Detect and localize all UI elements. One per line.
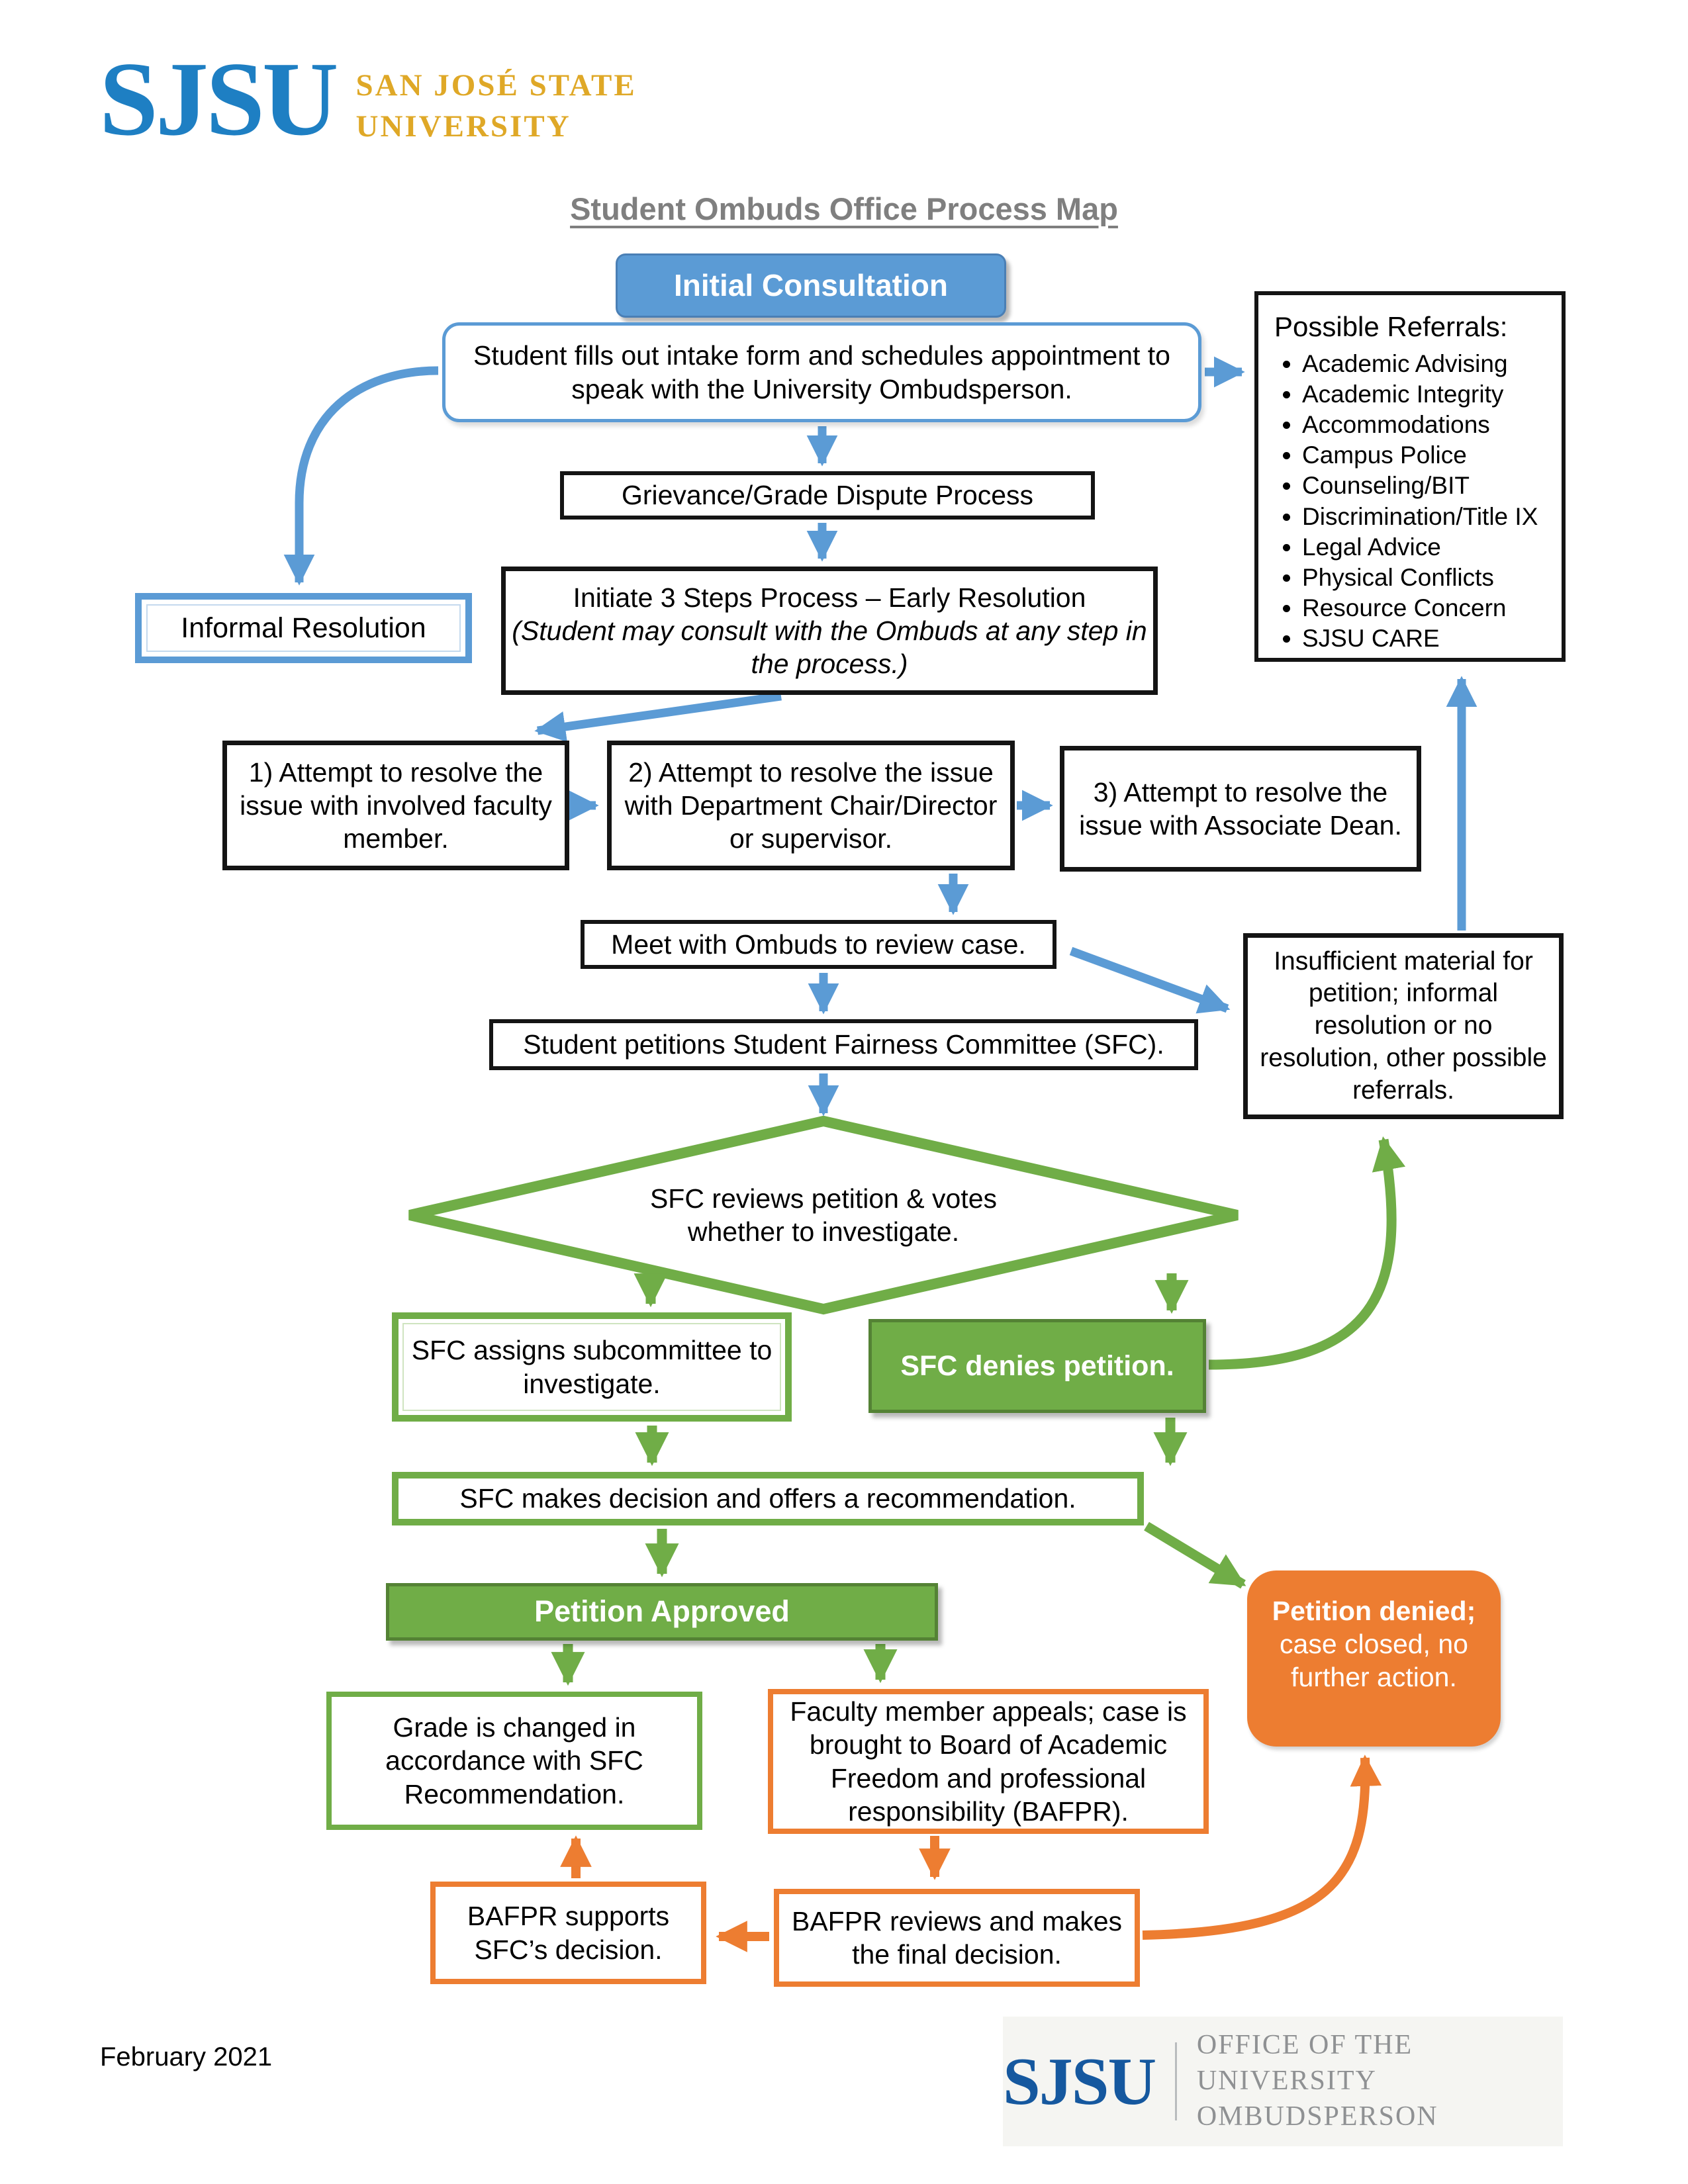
office-name — [1197, 2028, 1563, 2134]
referral-item: • Academic Integrity — [1302, 379, 1538, 410]
node-attempt-2-chair: 2) Attempt to resolve the issue with Department Chair/Director or supervisor. — [607, 741, 1015, 870]
sjsu-header-logo — [99, 40, 637, 158]
node-bafpr-reviews: BAFPR reviews and makes the final decision. — [774, 1889, 1140, 1987]
node-petition-approved: Petition Approved — [386, 1583, 938, 1641]
office-name-line2: OMBUDSPERSON — [1196, 2101, 1438, 2132]
node-informal-resolution: Informal Resolution — [135, 593, 472, 663]
initiate-main-text: Initiate 3 Steps Process – Early Resolution — [573, 582, 1086, 613]
document-date: February 2021 — [100, 2042, 273, 2071]
node-initiate-3-steps — [501, 567, 1158, 695]
referral-item: • Counseling/BIT — [1302, 471, 1538, 501]
node-attempt-3-dean: 3) Attempt to resolve the issue with Associate Dean. — [1060, 746, 1421, 872]
node-grievance-process: Grievance/Grade Dispute Process — [560, 471, 1095, 520]
sjsu-wordmark: SJSU — [99, 40, 336, 158]
petition-denied-rest: case closed, no further action. — [1280, 1629, 1468, 1693]
node-sfc-makes-decision: SFC makes decision and offers a recommendation. — [392, 1472, 1144, 1525]
referral-item: • Discrimination/Title IX — [1302, 502, 1538, 532]
page-title: Student Ombuds Office Process Map — [570, 191, 1118, 226]
ombudsperson-office-logo — [1003, 2017, 1563, 2146]
university-name-line1: SAN JOSÉ STATE — [355, 68, 637, 103]
node-petition-denied — [1247, 1570, 1501, 1747]
university-name-line2: UNIVERSITY — [355, 109, 571, 144]
node-insufficient-material: Insufficient material for petition; informal resolution or no resolution, other possible referrals. — [1243, 933, 1564, 1119]
node-bafpr-supports: BAFPR supports SFC’s decision. — [430, 1882, 706, 1984]
referrals-list — [1274, 349, 1538, 654]
logo-divider — [1175, 2042, 1177, 2120]
referral-item: • Accommodations — [1302, 410, 1538, 440]
office-name-line1: OFFICE OF THE UNIVERSITY — [1196, 2030, 1413, 2097]
node-possible-referrals — [1254, 291, 1566, 662]
node-sfc-reviews-votes: SFC reviews petition & votes whether to investigate. — [649, 1183, 998, 1247]
node-grade-changed: Grade is changed in accordance with SFC Recommendation. — [326, 1692, 702, 1830]
node-intake: Student fills out intake form and schedules appointment to speak with the University Ombudsperson. — [442, 322, 1201, 422]
node-faculty-appeals-bafpr: Faculty member appeals; case is brought to Board of Academic Freedom and professional responsibility (BAFPR). — [768, 1689, 1209, 1834]
sjsu-footer-wordmark: SJSU — [1003, 2044, 1156, 2119]
node-sfc-denies-petition: SFC denies petition. — [868, 1319, 1206, 1413]
node-attempt-1-faculty: 1) Attempt to resolve the issue with involved faculty member. — [222, 741, 569, 870]
referral-item: • SJSU CARE — [1302, 623, 1538, 654]
node-sfc-assigns-subcommittee: SFC assigns subcommittee to investigate. — [392, 1312, 792, 1422]
university-name — [356, 56, 637, 147]
referral-item: • Physical Conflicts — [1302, 563, 1538, 593]
node-initial-consultation: Initial Consultation — [616, 253, 1006, 318]
initiate-note-text: (Student may consult with the Ombuds at any step in the process.) — [512, 615, 1147, 679]
referrals-title: Possible Referrals: — [1274, 311, 1508, 342]
node-student-petitions-sfc: Student petitions Student Fairness Committee (SFC). — [489, 1019, 1198, 1070]
referral-item: • Resource Concern — [1302, 593, 1538, 623]
node-meet-ombuds: Meet with Ombuds to review case. — [581, 920, 1056, 969]
referral-item: • Academic Advising — [1302, 349, 1538, 379]
referral-item: • Campus Police — [1302, 440, 1538, 471]
referral-item: • Legal Advice — [1302, 532, 1538, 563]
petition-denied-bold: Petition denied; — [1272, 1596, 1476, 1626]
